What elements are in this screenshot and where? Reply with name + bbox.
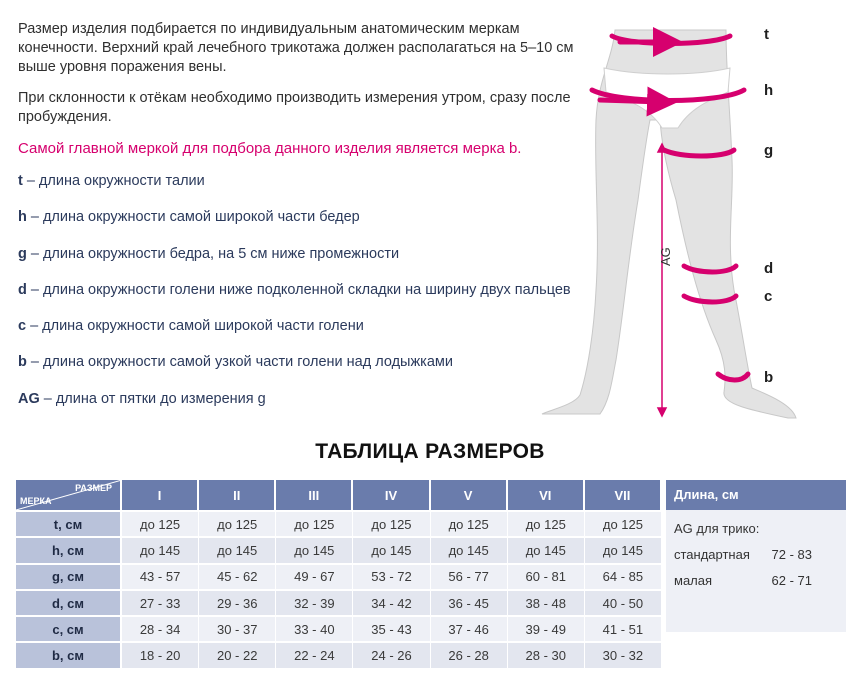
length-row-value: 72 - 83 [771, 547, 812, 562]
row-label: b, см [16, 641, 122, 667]
table-cell: до 145 [199, 536, 276, 562]
table-cell: 40 - 50 [585, 589, 662, 615]
ag-arrow-bottom [658, 408, 666, 416]
size-header: V [431, 480, 508, 510]
table-cell: до 125 [199, 510, 276, 536]
table-cell: до 145 [276, 536, 353, 562]
table-cell: 45 - 62 [199, 563, 276, 589]
legend-key: c [18, 318, 27, 335]
table-row [16, 641, 662, 667]
table-cell: 30 - 37 [199, 615, 276, 641]
legend-key: h [18, 209, 27, 226]
row-label: h, см [16, 536, 122, 562]
row-label: d, см [16, 589, 122, 615]
table-cell: 37 - 46 [431, 615, 508, 641]
table-cell: 30 - 32 [585, 641, 662, 667]
highlight-note: Самой главной меркой для подбора данного изделия является мерка b. [18, 140, 522, 157]
table-cell: 28 - 30 [508, 641, 585, 667]
legend-item: c – длина окружности самой широкой части голени [18, 318, 364, 335]
length-panel [666, 480, 846, 632]
table-cell: 38 - 48 [508, 589, 585, 615]
legend-item: g – длина окружности бедра, на 5 см ниже промежности [18, 245, 400, 262]
size-header: II [199, 480, 276, 510]
table-cell: 29 - 36 [199, 589, 276, 615]
size-header: III [276, 480, 353, 510]
table-cell: 27 - 33 [122, 589, 199, 615]
label-b: b [764, 369, 774, 386]
length-subtitle: AG для трико: [674, 521, 760, 536]
table-cell: 53 - 72 [353, 563, 430, 589]
table-cell: до 145 [122, 536, 199, 562]
table-cell: до 125 [276, 510, 353, 536]
legend-key: g [18, 245, 27, 262]
legend-text: длина окружности талии [38, 173, 205, 189]
legend-item: d – длина окружности голени ниже подколенной складки на ширину двух пальцев [18, 281, 571, 298]
table-cell: до 145 [353, 536, 430, 562]
table-cell: 64 - 85 [585, 563, 662, 589]
table-cell: 43 - 57 [122, 563, 199, 589]
table-cell: 41 - 51 [585, 615, 662, 641]
table-cell: 33 - 40 [276, 615, 353, 641]
table-cell: до 125 [508, 510, 585, 536]
legend-item: b – длина окружности самой узкой части голени над лодыжками [18, 354, 453, 371]
legend-key: t [18, 173, 23, 189]
size-header: VII [585, 480, 662, 510]
length-body [666, 510, 846, 632]
body-illustration [520, 0, 860, 430]
table-cell: 49 - 67 [276, 563, 353, 589]
length-row [674, 568, 838, 594]
band-h-arrow [600, 100, 662, 102]
table-cell: 35 - 43 [353, 615, 430, 641]
label-g: g [764, 142, 774, 159]
table-cell: 26 - 28 [431, 641, 508, 667]
legend-text: длина окружности самой узкой части голени над лодыжками [42, 354, 453, 371]
length-row-name: малая [674, 573, 713, 588]
row-label: g, см [16, 563, 122, 589]
table-cell: до 145 [508, 536, 585, 562]
legend-key: AG [18, 390, 40, 407]
table-cell: до 125 [353, 510, 430, 536]
corner-measure-label: МЕРКА [20, 496, 52, 506]
legend-key: d [18, 281, 27, 298]
table-cell: 34 - 42 [353, 589, 430, 615]
table-cell: 28 - 34 [122, 615, 199, 641]
table-title: ТАБЛИЦА РАЗМЕРОВ [315, 440, 545, 463]
size-header: IV [353, 480, 430, 510]
legend-item: h – длина окружности самой широкой части бедер [18, 209, 360, 226]
table-cell: до 125 [122, 510, 199, 536]
table-row [16, 589, 662, 615]
legend-text: длина окружности бедра, на 5 см ниже промежности [42, 245, 400, 262]
table-row [16, 536, 662, 562]
length-row [674, 542, 838, 568]
legend-text: длина окружности самой широкой части голени [42, 318, 364, 335]
size-header-row [16, 480, 662, 510]
legend-text: длина окружности самой широкой части бедер [42, 209, 360, 226]
table-cell: 36 - 45 [431, 589, 508, 615]
table-cell: до 125 [431, 510, 508, 536]
table-corner [16, 480, 122, 510]
intro-paragraph-1: Размер изделия подбирается по индивидуальным анатомическим меркам конечности. Верхний край лечебного трикотажа должен располагаться на 5–10 см выше уровня поражения вены. [18, 21, 574, 75]
size-table [16, 480, 662, 668]
legend-item: t – длина окружности талии [18, 173, 205, 189]
legend-key: b [18, 354, 27, 371]
table-cell: до 145 [585, 536, 662, 562]
table-cell: 22 - 24 [276, 641, 353, 667]
leg-measurement-figure [520, 0, 860, 430]
label-c: c [764, 288, 773, 305]
table-cell: до 125 [585, 510, 662, 536]
intro-paragraph-2: При склонности к отёкам необходимо производить измерения утром, сразу после пробуждения. [18, 90, 571, 125]
table-cell: 56 - 77 [431, 563, 508, 589]
measurement-legend [18, 173, 571, 427]
label-t: t [764, 26, 769, 43]
table-cell: 18 - 20 [122, 641, 199, 667]
table-cell: до 145 [431, 536, 508, 562]
length-header: Длина, см [666, 480, 846, 510]
size-header: I [122, 480, 199, 510]
table-cell: 60 - 81 [508, 563, 585, 589]
table-cell: 24 - 26 [353, 641, 430, 667]
table-cell: 39 - 49 [508, 615, 585, 641]
length-row-value: 62 - 71 [771, 573, 812, 588]
table-row [16, 563, 662, 589]
ag-label: AG [658, 247, 673, 266]
table-row [16, 510, 662, 536]
table-cell: 20 - 22 [199, 641, 276, 667]
table-row [16, 615, 662, 641]
length-row-name: стандартная [674, 547, 750, 562]
row-label: c, см [16, 615, 122, 641]
size-header: VI [508, 480, 585, 510]
legend-item: AG – длина от пятки до измерения g [18, 390, 266, 407]
legend-text: длина окружности голени ниже подколенной складки на ширину двух пальцев [42, 281, 571, 298]
intro-text [18, 20, 578, 139]
label-d: d [764, 260, 774, 277]
corner-size-label: РАЗМЕР [75, 483, 112, 493]
legend-text: длина от пятки до измерения g [55, 390, 266, 407]
label-h: h [764, 82, 774, 99]
row-label: t, см [16, 510, 122, 536]
table-cell: 32 - 39 [276, 589, 353, 615]
